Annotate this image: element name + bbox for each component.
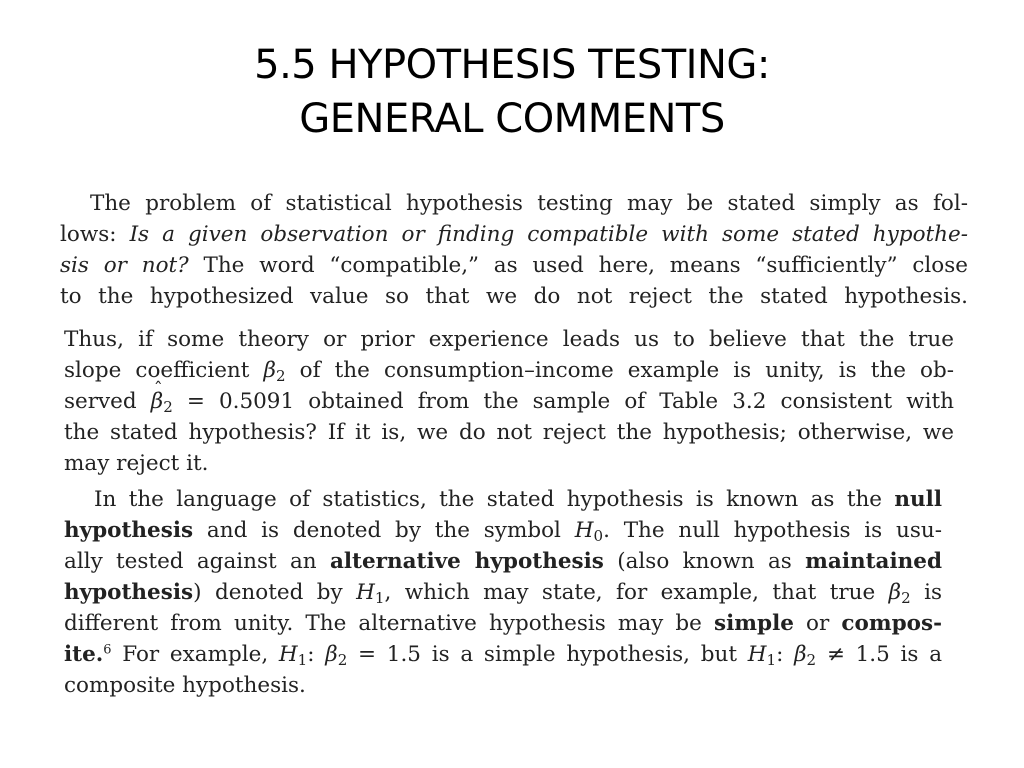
paragraph-null-hypothesis	[64, 484, 942, 701]
paragraph-problem-statement	[60, 188, 968, 312]
p2-served-text: served	[64, 389, 151, 414]
h1-symbol-2: H	[278, 642, 298, 667]
beta-symbol-2: β	[888, 580, 902, 605]
h-symbol: H	[574, 518, 594, 543]
p3-line-6	[64, 639, 942, 670]
p3-denoted-by-text: ) denoted by	[193, 580, 357, 605]
title-line-1: 5.5 HYPOTHESIS TESTING:	[254, 42, 770, 88]
beta-subscript: 2	[275, 366, 286, 385]
p2-line-4: the stated hypothesis? If it is, we do not reject the hypothesis; otherwise, we	[64, 420, 954, 445]
h1-subscript-3: 1	[766, 650, 777, 669]
p3-line-3	[64, 546, 942, 577]
h1-symbol: H	[356, 580, 375, 605]
colon-2: :	[776, 642, 795, 667]
term-maintained: maintained	[805, 549, 942, 574]
beta-symbol-3: β	[325, 642, 338, 667]
p3-denoted-text: and is denoted by the symbol	[193, 518, 575, 543]
p3-is-text: is	[910, 580, 942, 605]
beta-symbol: β	[263, 358, 276, 383]
p1-question-italic: Is a given observation or finding compatible with some stated hypothe-	[129, 222, 968, 247]
footnote-marker: 6	[103, 642, 112, 658]
p3-for-example-text: For example,	[111, 642, 279, 667]
p3-line-1	[64, 484, 942, 515]
term-hypothesis: hypothesis	[64, 518, 194, 543]
p2-line-5: may reject it.	[64, 451, 209, 476]
p2-slope-text: slope coefficient	[64, 358, 264, 383]
h1-symbol-3: H	[747, 642, 767, 667]
p3-may-state-text: , which may state, for example, that true	[384, 580, 889, 605]
p3-language-text: In the language of statistics, the stated hypothesis is known as the	[94, 487, 895, 512]
term-alternative-hypothesis: alternative hypothesis	[329, 549, 604, 574]
colon-1: :	[307, 642, 326, 667]
p3-line-2	[64, 515, 942, 546]
beta-hat-symbol: ˆ β	[151, 386, 163, 417]
p3-line-5	[64, 608, 942, 639]
p3-not-equal-text: ≠ 1.5 is a	[816, 642, 942, 667]
beta-subscript-4: 2	[806, 650, 817, 669]
p3-or-text: or	[793, 611, 842, 636]
beta-subscript-2: 2	[901, 588, 911, 607]
p3-line-7: composite hypothesis.	[64, 673, 306, 698]
p3-tested-text: ally tested against an	[64, 549, 330, 574]
term-simple: simple	[714, 611, 794, 636]
p2-line-2	[64, 355, 954, 386]
p1-question-end: sis or not?	[60, 253, 189, 278]
p2-value-text: = 0.5091 obtained from the sample of Table 3.2 consistent with	[172, 389, 954, 414]
paragraph-example	[64, 324, 954, 479]
p2-line-3	[64, 386, 954, 417]
term-null: null	[894, 487, 942, 512]
h1-subscript: 1	[374, 588, 385, 607]
title-line-2: GENERAL COMMENTS	[299, 96, 725, 142]
p2-line-1: Thus, if some theory or prior experience leads us to believe that the true	[64, 327, 954, 352]
beta-subscript-3: 2	[337, 650, 348, 669]
slide-title	[0, 38, 1024, 146]
term-ite: ite.	[64, 642, 104, 667]
p1-line-2	[60, 219, 968, 250]
p3-different-text: different from unity. The alternative hypothesis may be	[64, 611, 715, 636]
p1-line-3	[60, 250, 968, 281]
p3-also-known-text: (also known as	[603, 549, 806, 574]
term-hypothesis-2: hypothesis	[64, 580, 194, 605]
term-composite: compos-	[841, 611, 942, 636]
beta-hat-subscript: 2	[163, 397, 173, 416]
beta-symbol-4: β	[794, 642, 807, 667]
p3-simple-hyp-text: = 1.5 is a simple hypothesis, but	[347, 642, 748, 667]
p3-usually-text: . The null hypothesis is usu-	[603, 518, 942, 543]
p1-compatible-text: The word “compatible,” as used here, means “sufficiently” close	[188, 253, 968, 278]
p3-line-4	[64, 577, 942, 608]
p1-line-4: to the hypothesized value so that we do not reject the stated hypothesis.	[60, 284, 968, 309]
p1-line-1: The problem of statistical hypothesis testing may be stated simply as fol-	[90, 191, 968, 216]
p1-lows: lows:	[60, 222, 130, 247]
h1-subscript-2: 1	[297, 650, 308, 669]
p2-consumption-text: of the consumption–income example is unity, is the ob-	[285, 358, 954, 383]
h-subscript-0: 0	[593, 526, 604, 545]
